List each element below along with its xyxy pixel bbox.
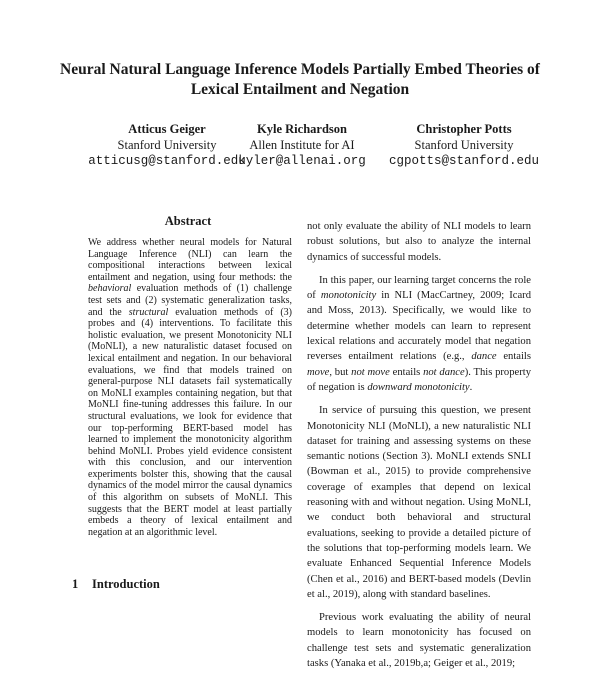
abstract-segment: We address whether neural models for Natural Language Inference (NLI) can learn the compositional interactions between lexical entailment and negation, using four methods: the [88, 237, 292, 283]
abstract-text [88, 237, 292, 538]
abstract-segment: evaluation methods of (3) probes and (4) interventions. To facilitate this holistic evaluation, we present Monotonicity NLI (MoNLI), a new naturalistic dataset focused on lexical entailment and negation. In our behavioral evaluations, we find that models trained on general-purpose NLI datasets fail systematically on MoNLI examples containing negation, but that MoNLI fine-tuning addresses this failure. In our structural evaluations, we look for evidence that our top-performing BERT-based model has learned to implement the monotonicity algorithm behind MoNLI. Probes yield evidence consistent with this conclusion, and our intervention experiments bolster this, showing that the causal dynamics of the model mirror the causal dynamics of this algorithm on subsets of MoNLI. This suggests that the BERT model at least partially embeds a theory of lexical entailment and negation at an algorithmic level. [88, 306, 293, 538]
abstract-emph: structural [128, 306, 169, 318]
abstract-emph: behavioral [88, 283, 132, 295]
paper-title: Neural Natural Language Inference Models Partially Embed Theories of Lexical Entailment and Negation [60, 61, 540, 98]
emph: dance [471, 351, 497, 363]
abstract-segment: evaluation methods of (1) challenge test sets and (2) systematic generalization tasks, and the [88, 283, 292, 318]
paragraph: In service of pursuing this question, we present Monotonicity NLI (MoNLI), a new naturalistic NLI dataset for training and assessing systems on these semantic notions (Section 3). MoNLI extends SNLI (Bowman et al., 2015) to provide comprehensive coverage of examples that depend on lexical reasoning with and without negation. Using MoNLI, we conduct both behavioral and structural evaluations, seeking to provide a detailed picture of the solutions that top-performing models learn. We evaluate Enhanced Sequential Inference Models (Chen et al., 2016) and BERT-based models (Devlin et al., 2019), along with standard baselines. [307, 405, 531, 600]
emph: downward monotonicity [367, 381, 470, 393]
section-heading-introduction [72, 577, 160, 592]
author-affiliation: Stanford University [414, 138, 514, 152]
paragraph [307, 273, 531, 395]
author-email: atticusg@stanford.edu [88, 154, 246, 168]
emph: not dance [423, 366, 465, 378]
text-segment: . [469, 381, 473, 393]
author-potts [369, 121, 559, 169]
emph: monotonicity [320, 290, 377, 302]
text-segment: , but [329, 366, 352, 378]
right-column [307, 219, 531, 679]
abstract-heading: Abstract [164, 214, 212, 228]
paragraph: not only evaluate the ability of NLI models to learn robust solutions, but also to analyze the internal dynamics of successful models. [307, 221, 531, 263]
author-email: cgpotts@stanford.edu [388, 154, 540, 168]
author-name: Kyle Richardson [257, 122, 347, 136]
author-name: Atticus Geiger [128, 122, 206, 136]
author-affiliation: Stanford University [117, 138, 217, 152]
author-email: kyler@allenai.org [238, 154, 366, 168]
text-segment: ). This property of negation is [307, 366, 531, 393]
author-affiliation: Allen Institute for AI [249, 138, 355, 152]
paragraph: Previous work evaluating the ability of neural models to learn monotonicity has focused on challenge test sets and systematic generalization tasks (Yanaka et al., 2019b,a; Geiger et al., 2019; [307, 612, 531, 670]
emph: not move [351, 366, 390, 378]
text-segment: entails [496, 351, 531, 363]
text-segment: entails [389, 366, 424, 378]
author-name: Christopher Potts [416, 122, 512, 136]
text-segment: in NLI (MacCartney, 2009; Icard and Moss, 2013). Specifically, we would like to determine whether models can learn to represent lexical relations and accurately model that negation reverses entailment relations (e.g., [307, 290, 531, 363]
text-segment: In this paper, our learning target concerns the role of [307, 274, 531, 302]
section-number: 1 [72, 577, 79, 591]
emph: move [307, 366, 330, 378]
section-title: Introduction [92, 577, 160, 591]
